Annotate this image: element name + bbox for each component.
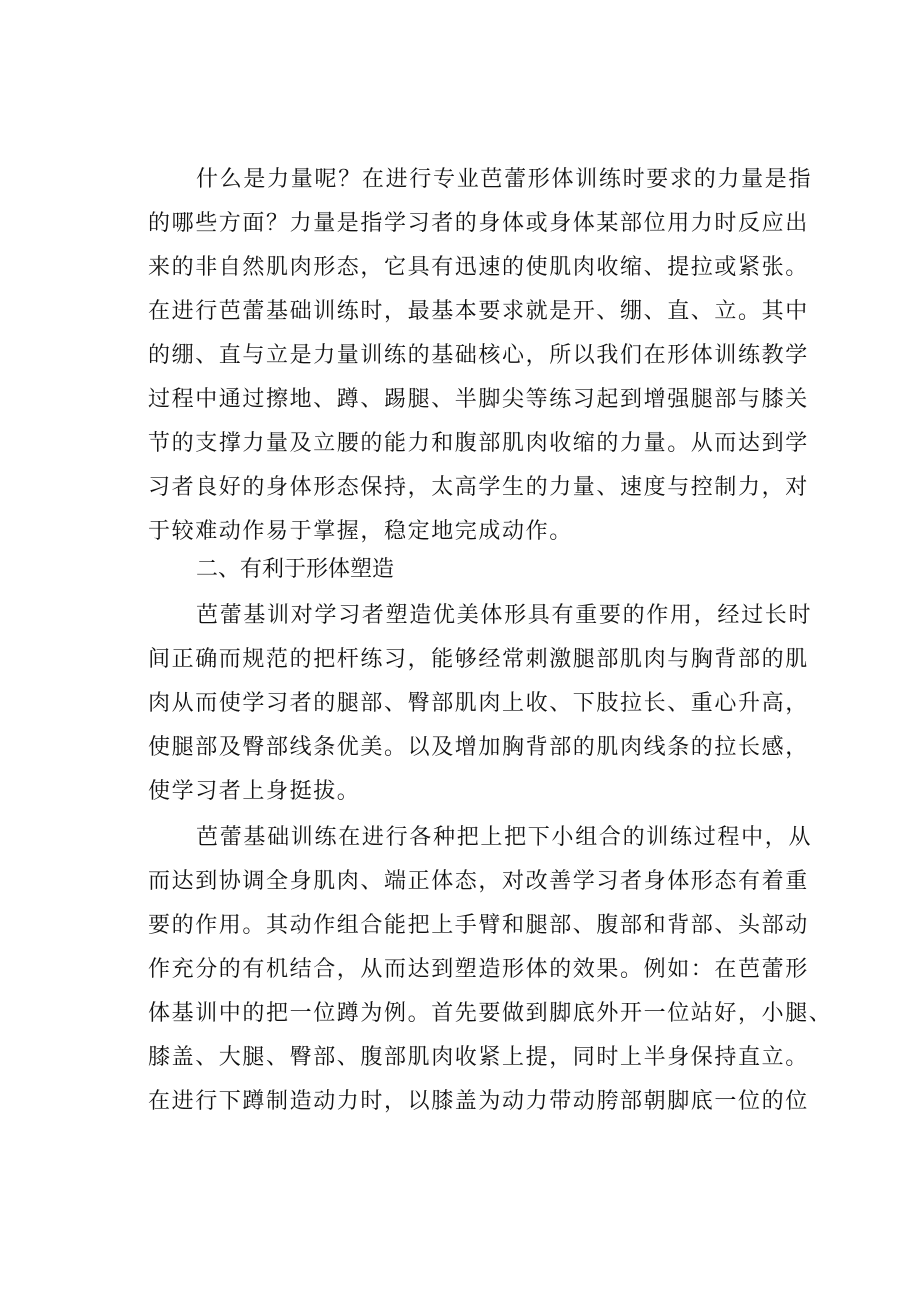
paragraph-1-line-9: 于较难动作易于掌握，稳定地完成动作。 (148, 519, 573, 544)
paragraph-2-line-1: 芭蕾基训对学习者塑造优美体形具有重要的作用，经过长时 (196, 603, 813, 628)
paragraph-3-line-5: 体基训中的把一位蹲为例。首先要做到脚底外开一位站好，小腿、 (148, 1001, 833, 1026)
paragraph-2-line-2: 间正确而规范的把杆练习，能够经常刺激腿部肌肉与胸背部的肌 (148, 647, 809, 672)
paragraph-3-line-1: 芭蕾基础训练在进行各种把上把下小组合的训练过程中，从 (196, 825, 813, 850)
section-heading: 二、有利于形体塑造 (196, 557, 395, 582)
paragraph-1-line-5: 的绷、直与立是力量训练的基础核心，所以我们在形体训练教学 (148, 343, 809, 368)
paragraph-1-line-8: 习者良好的身体形态保持，太高学生的力量、速度与控制力，对 (148, 475, 809, 500)
paragraph-2-line-5: 使学习者上身挺拔。 (148, 779, 361, 804)
paragraph-3-line-4: 作充分的有机结合，从而达到塑造形体的效果。例如：在芭蕾形 (148, 957, 809, 982)
paragraph-2-line-3: 肉从而使学习者的腿部、臀部肌肉上收、下肢拉长、重心升高， (148, 691, 809, 716)
paragraph-1-line-7: 节的支撑力量及立腰的能力和腹部肌肉收缩的力量。从而达到学 (148, 431, 809, 456)
paragraph-1-line-6: 过程中通过擦地、蹲、踢腿、半脚尖等练习起到增强腿部与膝关 (148, 387, 809, 412)
paragraph-3-line-6: 膝盖、大腿、臀部、腹部肌肉收紧上提，同时上半身保持直立。 (148, 1045, 809, 1070)
paragraph-3-line-7: 在进行下蹲制造动力时，以膝盖为动力带动胯部朝脚底一位的位 (148, 1089, 809, 1114)
paragraph-1-line-2: 的哪些方面？力量是指学习者的身体或身体某部位用力时反应出 (148, 211, 809, 236)
paragraph-1-line-1: 什么是力量呢？在进行专业芭蕾形体训练时要求的力量是指 (196, 167, 813, 192)
paragraph-1-line-4: 在进行芭蕾基础训练时，最基本要求就是开、绷、直、立。其中 (148, 299, 809, 324)
paragraph-3-line-3: 要的作用。其动作组合能把上手臂和腿部、腹部和背部、头部动 (148, 913, 809, 938)
paragraph-2-line-4: 使腿部及臀部线条优美。以及增加胸背部的肌肉线条的拉长感， (148, 735, 809, 760)
paragraph-1-line-3: 来的非自然肌肉形态，它具有迅速的使肌肉收缩、提拉或紧张。 (148, 255, 809, 280)
paragraph-3-line-2: 而达到协调全身肌肉、端正体态，对改善学习者身体形态有着重 (148, 869, 809, 894)
